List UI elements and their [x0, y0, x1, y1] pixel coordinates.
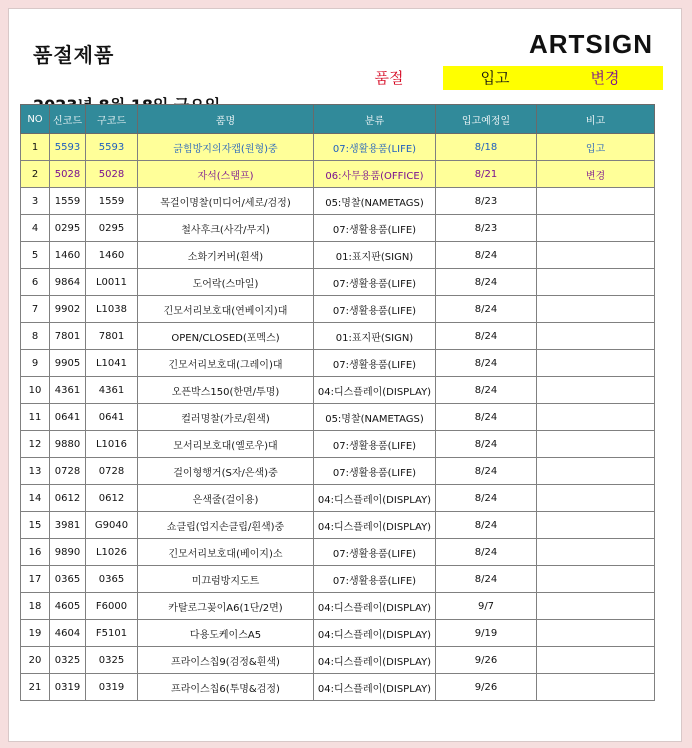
cell-old-code: L1038: [86, 296, 138, 323]
cell-no: 13: [21, 458, 50, 485]
table-row: [21, 377, 655, 404]
cell-product-name: OPEN/CLOSED(포멕스): [138, 323, 314, 350]
col-header-eta: 입고예정일: [436, 105, 537, 134]
cell-category: 04:디스플레이(DISPLAY): [314, 674, 436, 701]
cell-no: 10: [21, 377, 50, 404]
cell-new-code: 0295: [50, 215, 86, 242]
cell-eta: 8/24: [436, 269, 537, 296]
table-row: [21, 269, 655, 296]
legend-changed: 변경: [547, 66, 663, 90]
table-row: [21, 161, 655, 188]
table-row: [21, 674, 655, 701]
cell-category: 04:디스플레이(DISPLAY): [314, 593, 436, 620]
table-row: [21, 593, 655, 620]
cell-new-code: 9905: [50, 350, 86, 377]
cell-category: 04:디스플레이(DISPLAY): [314, 377, 436, 404]
cell-new-code: 9902: [50, 296, 86, 323]
cell-eta: 8/24: [436, 242, 537, 269]
table-row: [21, 647, 655, 674]
cell-new-code: 4604: [50, 620, 86, 647]
cell-new-code: 0728: [50, 458, 86, 485]
col-header-no: NO: [21, 105, 50, 134]
cell-product-name: 도어락(스마일): [138, 269, 314, 296]
cell-eta: 8/24: [436, 431, 537, 458]
cell-note: [537, 539, 655, 566]
cell-category: 07:생활용품(LIFE): [314, 431, 436, 458]
cell-old-code: F5101: [86, 620, 138, 647]
cell-eta: 8/24: [436, 404, 537, 431]
cell-product-name: 쇼클립(업지손클립/흰색)중: [138, 512, 314, 539]
cell-old-code: G9040: [86, 512, 138, 539]
cell-category: 07:생활용품(LIFE): [314, 134, 436, 161]
cell-new-code: 0641: [50, 404, 86, 431]
cell-no: 3: [21, 188, 50, 215]
cell-eta: 8/18: [436, 134, 537, 161]
cell-category: 07:생활용품(LIFE): [314, 215, 436, 242]
cell-old-code: 4361: [86, 377, 138, 404]
table-header-row: [21, 105, 655, 134]
table-row: [21, 242, 655, 269]
cell-old-code: L1041: [86, 350, 138, 377]
cell-category: 06:사무용품(OFFICE): [314, 161, 436, 188]
cell-new-code: 0319: [50, 674, 86, 701]
cell-product-name: 긴모서리보호대(연베이지)대: [138, 296, 314, 323]
cell-product-name: 목걸이명찰(미디어/세로/검정): [138, 188, 314, 215]
cell-product-name: 다용도케이스A5: [138, 620, 314, 647]
cell-note: [537, 647, 655, 674]
cell-note: [537, 269, 655, 296]
cell-eta: 8/24: [436, 350, 537, 377]
cell-old-code: 1460: [86, 242, 138, 269]
cell-note: [537, 377, 655, 404]
cell-no: 17: [21, 566, 50, 593]
cell-product-name: 컬러명찰(가로/흰색): [138, 404, 314, 431]
cell-new-code: 0612: [50, 485, 86, 512]
cell-category: 07:생활용품(LIFE): [314, 458, 436, 485]
cell-no: 2: [21, 161, 50, 188]
cell-eta: 9/7: [436, 593, 537, 620]
cell-eta: 8/24: [436, 512, 537, 539]
cell-old-code: 7801: [86, 323, 138, 350]
soldout-table: [20, 104, 655, 701]
cell-note: [537, 593, 655, 620]
cell-note: [537, 215, 655, 242]
cell-new-code: 5028: [50, 161, 86, 188]
cell-note: 입고: [537, 134, 655, 161]
cell-note: [537, 242, 655, 269]
cell-no: 14: [21, 485, 50, 512]
table-row: [21, 188, 655, 215]
cell-new-code: 1460: [50, 242, 86, 269]
cell-product-name: 자석(스탬프): [138, 161, 314, 188]
cell-note: [537, 458, 655, 485]
cell-eta: 8/23: [436, 215, 537, 242]
cell-eta: 8/24: [436, 296, 537, 323]
cell-eta: 8/24: [436, 377, 537, 404]
cell-product-name: 철사후크(사각/무지): [138, 215, 314, 242]
cell-eta: 8/24: [436, 539, 537, 566]
legend-restock: 입고: [443, 66, 547, 90]
cell-old-code: 0365: [86, 566, 138, 593]
cell-category: 04:디스플레이(DISPLAY): [314, 512, 436, 539]
legend-soldout: 품절: [374, 69, 404, 87]
cell-new-code: 1559: [50, 188, 86, 215]
table-row: [21, 620, 655, 647]
col-header-product-name: 품명: [138, 105, 314, 134]
brand-logo: ARTSIGN: [529, 29, 653, 59]
cell-eta: 8/21: [436, 161, 537, 188]
cell-note: [537, 566, 655, 593]
cell-old-code: 0325: [86, 647, 138, 674]
cell-category: 04:디스플레이(DISPLAY): [314, 485, 436, 512]
cell-new-code: 7801: [50, 323, 86, 350]
cell-note: [537, 431, 655, 458]
cell-product-name: 모서리보호대(옐로우)대: [138, 431, 314, 458]
cell-old-code: 1559: [86, 188, 138, 215]
cell-new-code: 4361: [50, 377, 86, 404]
cell-product-name: 카탈로그꽂이A6(1단/2면): [138, 593, 314, 620]
cell-old-code: F6000: [86, 593, 138, 620]
table-row: [21, 215, 655, 242]
table-row: [21, 539, 655, 566]
cell-product-name: 긴모서리보호대(그레이)대: [138, 350, 314, 377]
cell-product-name: 긴모서리보호대(베이지)소: [138, 539, 314, 566]
cell-old-code: 5593: [86, 134, 138, 161]
cell-eta: 9/26: [436, 647, 537, 674]
cell-category: 05:명찰(NAMETAGS): [314, 404, 436, 431]
cell-product-name: 은색줄(걸이용): [138, 485, 314, 512]
cell-no: 12: [21, 431, 50, 458]
cell-note: [537, 674, 655, 701]
cell-category: 07:생활용품(LIFE): [314, 539, 436, 566]
cell-no: 21: [21, 674, 50, 701]
cell-category: 07:생활용품(LIFE): [314, 566, 436, 593]
col-header-new-code: 신코드: [50, 105, 86, 134]
cell-old-code: 0319: [86, 674, 138, 701]
cell-old-code: 0728: [86, 458, 138, 485]
cell-eta: 9/26: [436, 674, 537, 701]
cell-no: 16: [21, 539, 50, 566]
cell-eta: 8/24: [436, 485, 537, 512]
cell-note: [537, 188, 655, 215]
cell-new-code: 0325: [50, 647, 86, 674]
cell-old-code: L1026: [86, 539, 138, 566]
cell-new-code: 9880: [50, 431, 86, 458]
cell-note: [537, 512, 655, 539]
cell-product-name: 프라이스칩6(투명&검정): [138, 674, 314, 701]
cell-eta: 8/24: [436, 323, 537, 350]
cell-no: 20: [21, 647, 50, 674]
cell-new-code: 5593: [50, 134, 86, 161]
cell-category: 05:명찰(NAMETAGS): [314, 188, 436, 215]
cell-old-code: L0011: [86, 269, 138, 296]
cell-eta: 9/19: [436, 620, 537, 647]
cell-new-code: 4605: [50, 593, 86, 620]
table-row: [21, 296, 655, 323]
cell-no: 18: [21, 593, 50, 620]
cell-eta: 8/23: [436, 188, 537, 215]
cell-new-code: 0365: [50, 566, 86, 593]
table-row: [21, 431, 655, 458]
col-header-note: 비고: [537, 105, 655, 134]
cell-product-name: 긁힘방지의자캡(원형)중: [138, 134, 314, 161]
cell-product-name: 오픈박스150(한면/투명): [138, 377, 314, 404]
col-header-old-code: 구코드: [86, 105, 138, 134]
cell-no: 9: [21, 350, 50, 377]
cell-category: 07:생활용품(LIFE): [314, 350, 436, 377]
cell-note: [537, 404, 655, 431]
cell-no: 1: [21, 134, 50, 161]
cell-category: 01:표지판(SIGN): [314, 242, 436, 269]
cell-category: 07:생활용품(LIFE): [314, 296, 436, 323]
cell-category: 04:디스플레이(DISPLAY): [314, 620, 436, 647]
table-row: [21, 566, 655, 593]
table-row: [21, 350, 655, 377]
table-row: [21, 512, 655, 539]
cell-product-name: 걸이형행거(S자/은색)중: [138, 458, 314, 485]
cell-note: [537, 485, 655, 512]
cell-eta: 8/24: [436, 458, 537, 485]
cell-note: [537, 296, 655, 323]
cell-category: 07:생활용품(LIFE): [314, 269, 436, 296]
cell-old-code: 5028: [86, 161, 138, 188]
cell-note: 변경: [537, 161, 655, 188]
cell-note: [537, 350, 655, 377]
cell-no: 5: [21, 242, 50, 269]
cell-product-name: 미끄럼방지도트: [138, 566, 314, 593]
cell-old-code: 0295: [86, 215, 138, 242]
cell-no: 11: [21, 404, 50, 431]
table-row: [21, 404, 655, 431]
cell-no: 7: [21, 296, 50, 323]
cell-product-name: 소화기커버(흰색): [138, 242, 314, 269]
cell-product-name: 프라이스칩9(검정&흰색): [138, 647, 314, 674]
cell-category: 04:디스플레이(DISPLAY): [314, 647, 436, 674]
cell-eta: 8/24: [436, 566, 537, 593]
table-row: [21, 458, 655, 485]
page-title: 품절제품: [33, 43, 115, 67]
cell-no: 8: [21, 323, 50, 350]
cell-new-code: 9864: [50, 269, 86, 296]
cell-category: 01:표지판(SIGN): [314, 323, 436, 350]
cell-old-code: 0612: [86, 485, 138, 512]
cell-note: [537, 620, 655, 647]
cell-no: 15: [21, 512, 50, 539]
table-row: [21, 485, 655, 512]
cell-no: 19: [21, 620, 50, 647]
table-row: [21, 134, 655, 161]
cell-note: [537, 323, 655, 350]
cell-no: 6: [21, 269, 50, 296]
cell-old-code: 0641: [86, 404, 138, 431]
cell-new-code: 9890: [50, 539, 86, 566]
cell-new-code: 3981: [50, 512, 86, 539]
table-row: [21, 323, 655, 350]
cell-old-code: L1016: [86, 431, 138, 458]
cell-no: 4: [21, 215, 50, 242]
col-header-category: 분류: [314, 105, 436, 134]
